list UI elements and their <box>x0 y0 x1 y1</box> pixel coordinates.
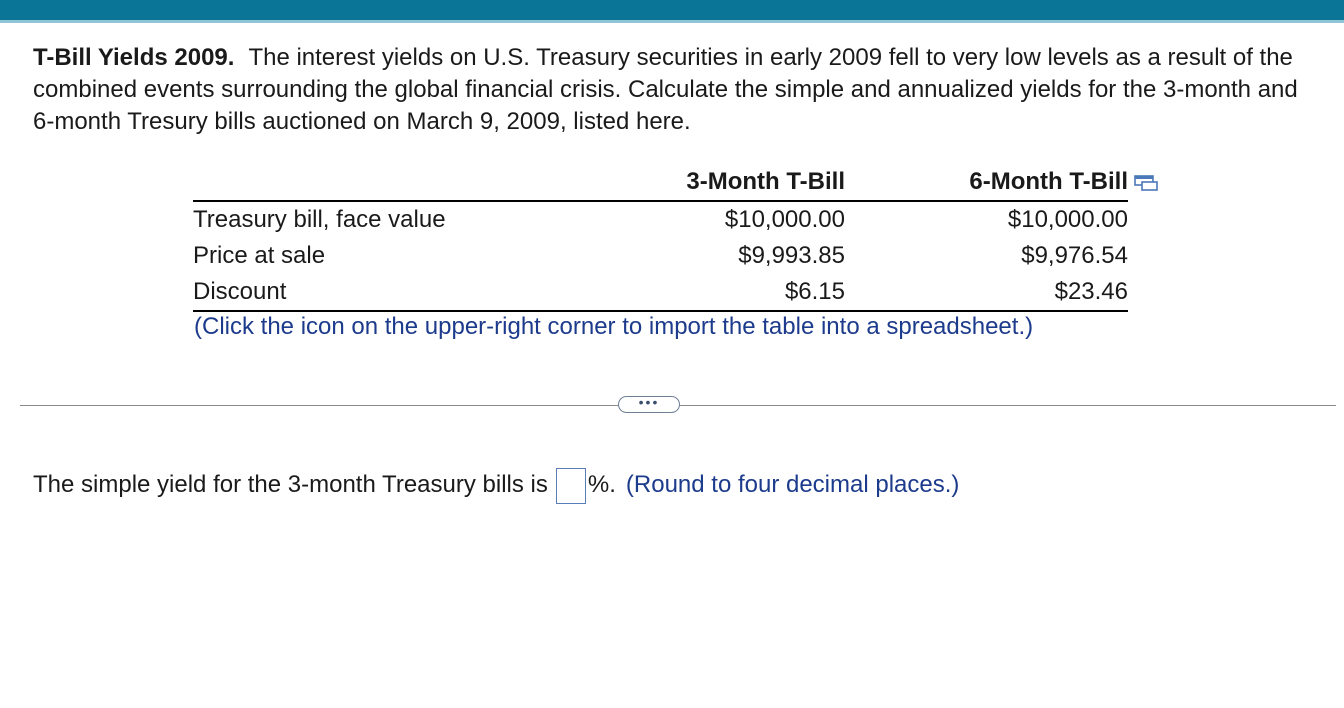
header-3-month: 3-Month T-Bill <box>583 164 845 201</box>
table-row <box>193 274 1128 311</box>
question-title: T-Bill Yields 2009. <box>33 44 235 71</box>
row-label: Discount <box>193 274 583 311</box>
question-text <box>33 42 1323 138</box>
header-6-month: 6-Month T-Bill <box>845 164 1128 201</box>
table-row <box>193 238 1128 274</box>
row-value-3m: $10,000.00 <box>724 206 845 233</box>
row-value-3m: $6.15 <box>583 274 845 311</box>
simple-yield-input[interactable] <box>556 468 586 504</box>
row-value-6m: $9,976.54 <box>1021 242 1128 269</box>
row-value-3m: $9,993.85 <box>738 242 845 269</box>
table-header-row <box>193 164 1128 201</box>
top-banner <box>0 0 1344 23</box>
table-row <box>193 201 1128 238</box>
spreadsheet-copy-icon[interactable] <box>1134 173 1160 193</box>
row-value-6m: $23.46 <box>845 274 1128 311</box>
answer-line <box>33 465 959 505</box>
table-import-note: (Click the icon on the upper-right corner to import the table into a spreadsheet.) <box>194 313 1034 340</box>
expand-more-button[interactable]: ••• <box>618 396 680 413</box>
row-label: Treasury bill, face value <box>193 206 446 233</box>
rounding-hint: (Round to four decimal places.) <box>625 471 960 498</box>
question-body: The interest yields on U.S. Treasury securities in early 2009 fell to very low levels as a result of the combined events surrounding the global financial crisis. Calculate the simple and annualized yields for the 3-month and 6-month Tresury bills auctioned on March 9, 2009, listed here. <box>33 44 1298 135</box>
tbill-table <box>193 164 1128 312</box>
answer-prompt: The simple yield for the 3-month Treasury bills is <box>33 471 548 498</box>
percent-suffix: %. <box>587 471 616 498</box>
row-label: Price at sale <box>193 242 326 269</box>
row-value-6m: $10,000.00 <box>1007 206 1128 233</box>
header-label <box>193 164 583 201</box>
